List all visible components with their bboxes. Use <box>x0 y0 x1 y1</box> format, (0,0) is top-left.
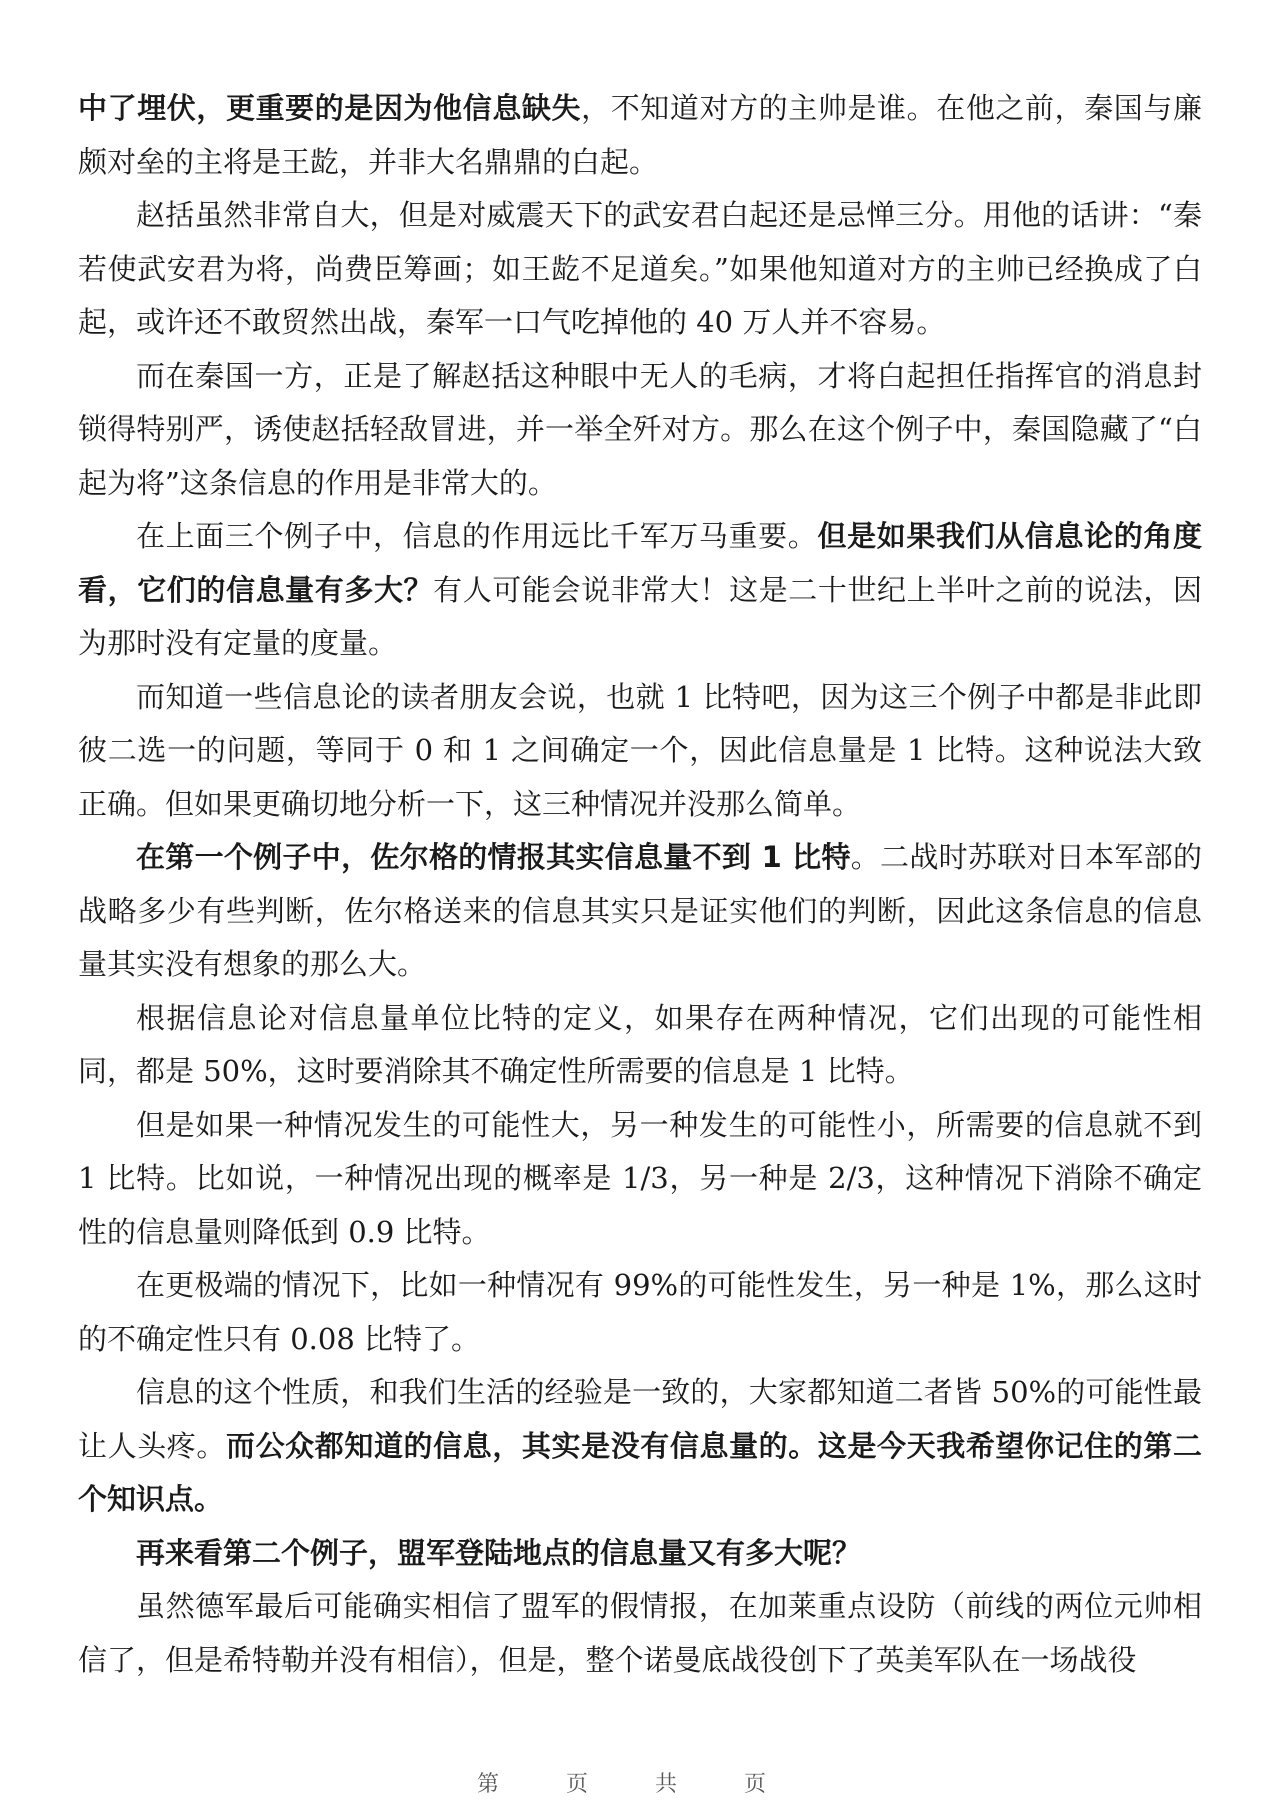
paragraph <box>78 82 1202 189</box>
paragraph <box>78 510 1202 671</box>
bold-text-run: 而公众都知道的信息，其实是没有信息量的。这是今天我希望你记住的第二个知识点。 <box>78 1428 1202 1516</box>
page-footer <box>0 1772 1273 1796</box>
paragraph <box>78 671 1202 832</box>
document-body <box>78 82 1202 1687</box>
paragraph <box>78 831 1202 992</box>
text-run: 在更极端的情况下，比如一种情况有 99%的可能性发生，另一种是 1%，那么这时的不确定性只有 0.08 比特了。 <box>78 1268 1202 1356</box>
paragraph <box>78 1527 1202 1581</box>
paragraph <box>78 1580 1202 1687</box>
text-run: ，不知道对方的主帅是谁。在他之前，秦国与廉颇对垒的主将是王龁，并非大名鼎鼎的白起。 <box>78 91 1202 179</box>
paragraph <box>78 992 1202 1099</box>
text-run: 。二战时苏联对日本军部的战略多少有些判断，佐尔格送来的信息其实只是证实他们的判断，因此这条信息的信息量其实没有想象的那么大。 <box>78 840 1202 981</box>
paragraph <box>78 350 1202 511</box>
text-run: 而知道一些信息论的读者朋友会说，也就 1 比特吧，因为这三个例子中都是非此即彼二选一的问题，等同于 0 和 1 之间确定一个，因此信息量是 1 比特。这种说法大致正确。但如果更确切地分析一下，这三种情况并没那么简单。 <box>78 679 1202 821</box>
text-run: 信息的这个性质，和我们生活的经验是一致的，大家都知道二者皆 50%的可能性最让人头疼。 <box>78 1375 1202 1463</box>
bold-text-run: 但是如果我们从信息论的角度看，它们的信息量有多大？ <box>78 519 1202 607</box>
paragraph <box>78 189 1202 350</box>
text-run: 但是如果一种情况发生的可能性大，另一种发生的可能性小，所需要的信息就不到 1 比特。比如说，一种情况出现的概率是 1/3，另一种是 2/3，这种情况下消除不确定性的信息量则降低到 0.9 比特。 <box>78 1107 1202 1249</box>
text-run: 在上面三个例子中，信息的作用远比千军万马重要。 <box>136 519 818 553</box>
text-run: 有人可能会说非常大！这是二十世纪上半叶之前的说法，因为那时没有定量的度量。 <box>78 572 1202 660</box>
text-run: 虽然德军最后可能确实相信了盟军的假情报，在加莱重点设防（前线的两位元帅相信了，但是希特勒并没有相信），但是，整个诺曼底战役创下了英美军队在一场战役 <box>78 1589 1202 1677</box>
bold-text-run: 再来看第二个例子，盟军登陆地点的信息量又有多大呢？ <box>136 1535 862 1570</box>
paragraph <box>78 1099 1202 1260</box>
text-run: 根据信息论对信息量单位比特的定义，如果存在两种情况，它们出现的可能性相同，都是 50%，这时要消除其不确定性所需要的信息是 1 比特。 <box>78 1000 1202 1088</box>
page-number-footer: 第 页 共 页 <box>477 1772 796 1796</box>
text-run: 而在秦国一方，正是了解赵括这种眼中无人的毛病，才将白起担任指挥官的消息封锁得特别严，诱使赵括轻敌冒进，并一举全歼对方。那么在这个例子中，秦国隐藏了“白起为将”这条信息的作用是非常大的。 <box>78 358 1202 500</box>
paragraph <box>78 1259 1202 1366</box>
paragraph <box>78 1366 1202 1527</box>
text-run: 赵括虽然非常自大，但是对威震天下的武安君白起还是忌惮三分。用他的话讲：“秦若使武安君为将，尚费臣筹画；如王龁不足道矣。”如果他知道对方的主帅已经换成了白起，或许还不敢贸然出战，秦军一口气吃掉他的 40 万人并不容易。 <box>78 198 1202 339</box>
bold-text-run: 在第一个例子中，佐尔格的情报其实信息量不到 1 比特 <box>136 840 851 874</box>
bold-text-run: 中了埋伏，更重要的是因为他信息缺失 <box>78 91 582 125</box>
